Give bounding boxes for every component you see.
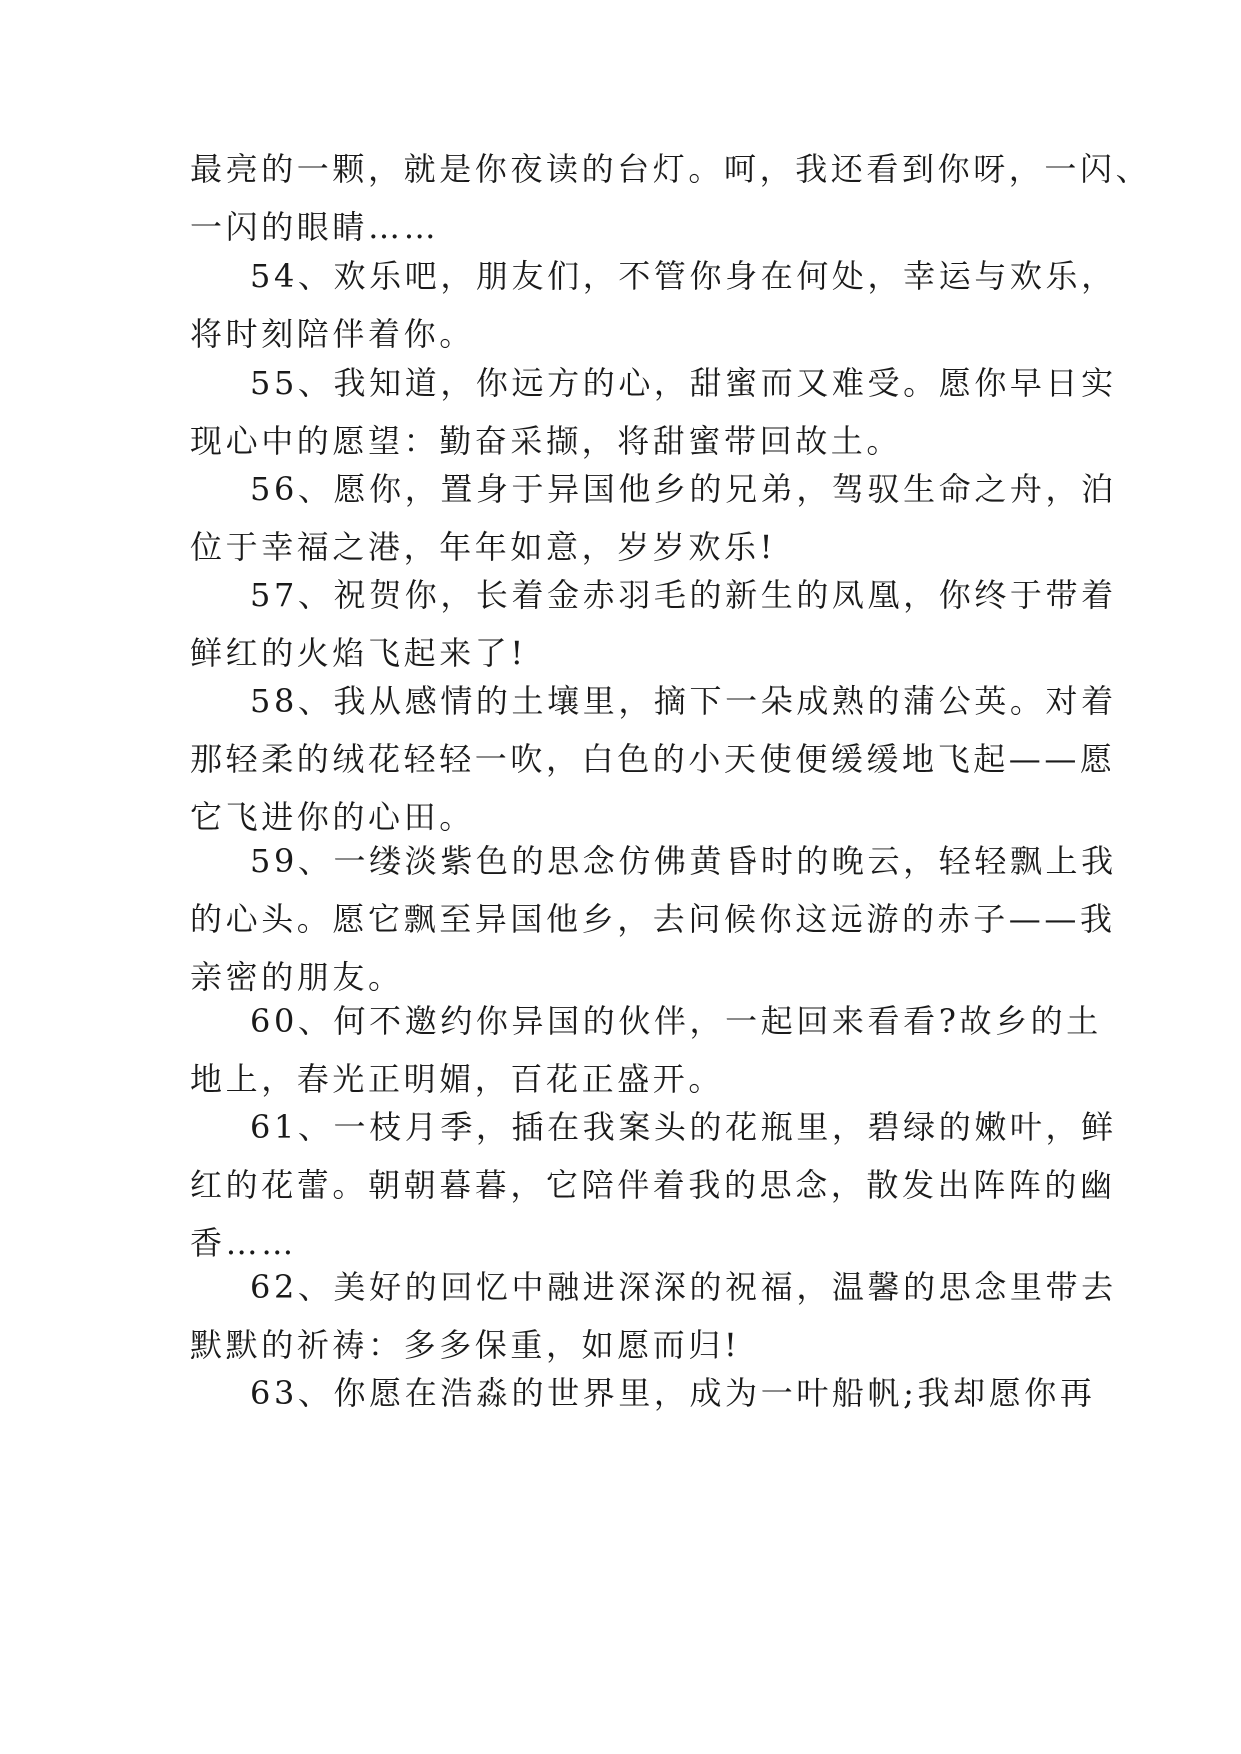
paragraph-56 — [190, 460, 1117, 576]
text-line: 一闪的眼睛…… — [190, 208, 440, 246]
text-line: 香…… — [190, 1224, 297, 1262]
text-line: 的心头。愿它飘至异国他乡，去问候你这远游的赤子——我 — [190, 900, 1116, 938]
text-line: 54、欢乐吧，朋友们，不管你身在何处，幸运与欢乐， — [250, 257, 1117, 295]
paragraph-60 — [190, 992, 1102, 1108]
text-line: 56、愿你，置身于异国他乡的兄弟，驾驭生命之舟，泊 — [250, 470, 1117, 508]
text-line: 亲密的朋友。 — [190, 958, 404, 996]
text-line: 地上，春光正明媚，百花正盛开。 — [190, 1060, 725, 1098]
text-line: 59、一缕淡紫色的思念仿佛黄昏时的晚云，轻轻飘上我 — [250, 842, 1117, 880]
paragraph-intro — [190, 140, 1152, 256]
text-line: 57、祝贺你，长着金赤羽毛的新生的凤凰，你终于带着 — [250, 576, 1117, 614]
paragraph-54 — [190, 247, 1117, 363]
paragraph-61 — [190, 1098, 1117, 1272]
text-line: 最亮的一颗，就是你夜读的台灯。呵，我还看到你呀，一闪、 — [190, 150, 1152, 188]
paragraph-63 — [190, 1364, 1096, 1422]
text-line: 它飞进你的心田。 — [190, 798, 475, 836]
text-line: 58、我从感情的土壤里，摘下一朵成熟的蒲公英。对着 — [250, 682, 1117, 720]
text-line: 位于幸福之港，年年如意，岁岁欢乐! — [190, 528, 777, 566]
text-line: 红的花蕾。朝朝暮暮，它陪伴着我的思念，散发出阵阵的幽 — [190, 1166, 1116, 1204]
text-line: 现心中的愿望：勤奋采撷，将甜蜜带回故土。 — [190, 422, 903, 460]
text-line: 将时刻陪伴着你。 — [190, 315, 475, 353]
paragraph-55 — [190, 354, 1117, 470]
text-line: 60、何不邀约你异国的伙伴，一起回来看看?故乡的土 — [250, 1002, 1102, 1040]
text-line: 那轻柔的绒花轻轻一吹，白色的小天使便缓缓地飞起——愿 — [190, 740, 1116, 778]
text-line: 61、一枝月季，插在我案头的花瓶里，碧绿的嫩叶，鲜 — [250, 1108, 1117, 1146]
paragraph-58 — [190, 672, 1117, 846]
text-line: 62、美好的回忆中融进深深的祝福，温馨的思念里带去 — [250, 1268, 1117, 1306]
paragraph-59 — [190, 832, 1117, 1006]
text-line: 鲜红的火焰飞起来了! — [190, 634, 527, 672]
paragraph-57 — [190, 566, 1117, 682]
text-line: 默默的祈祷：多多保重，如愿而归! — [190, 1326, 741, 1364]
paragraph-62 — [190, 1258, 1117, 1374]
text-line: 63、你愿在浩淼的世界里，成为一叶船帆;我却愿你再 — [250, 1374, 1096, 1412]
text-line: 55、我知道，你远方的心，甜蜜而又难受。愿你早日实 — [250, 364, 1117, 402]
